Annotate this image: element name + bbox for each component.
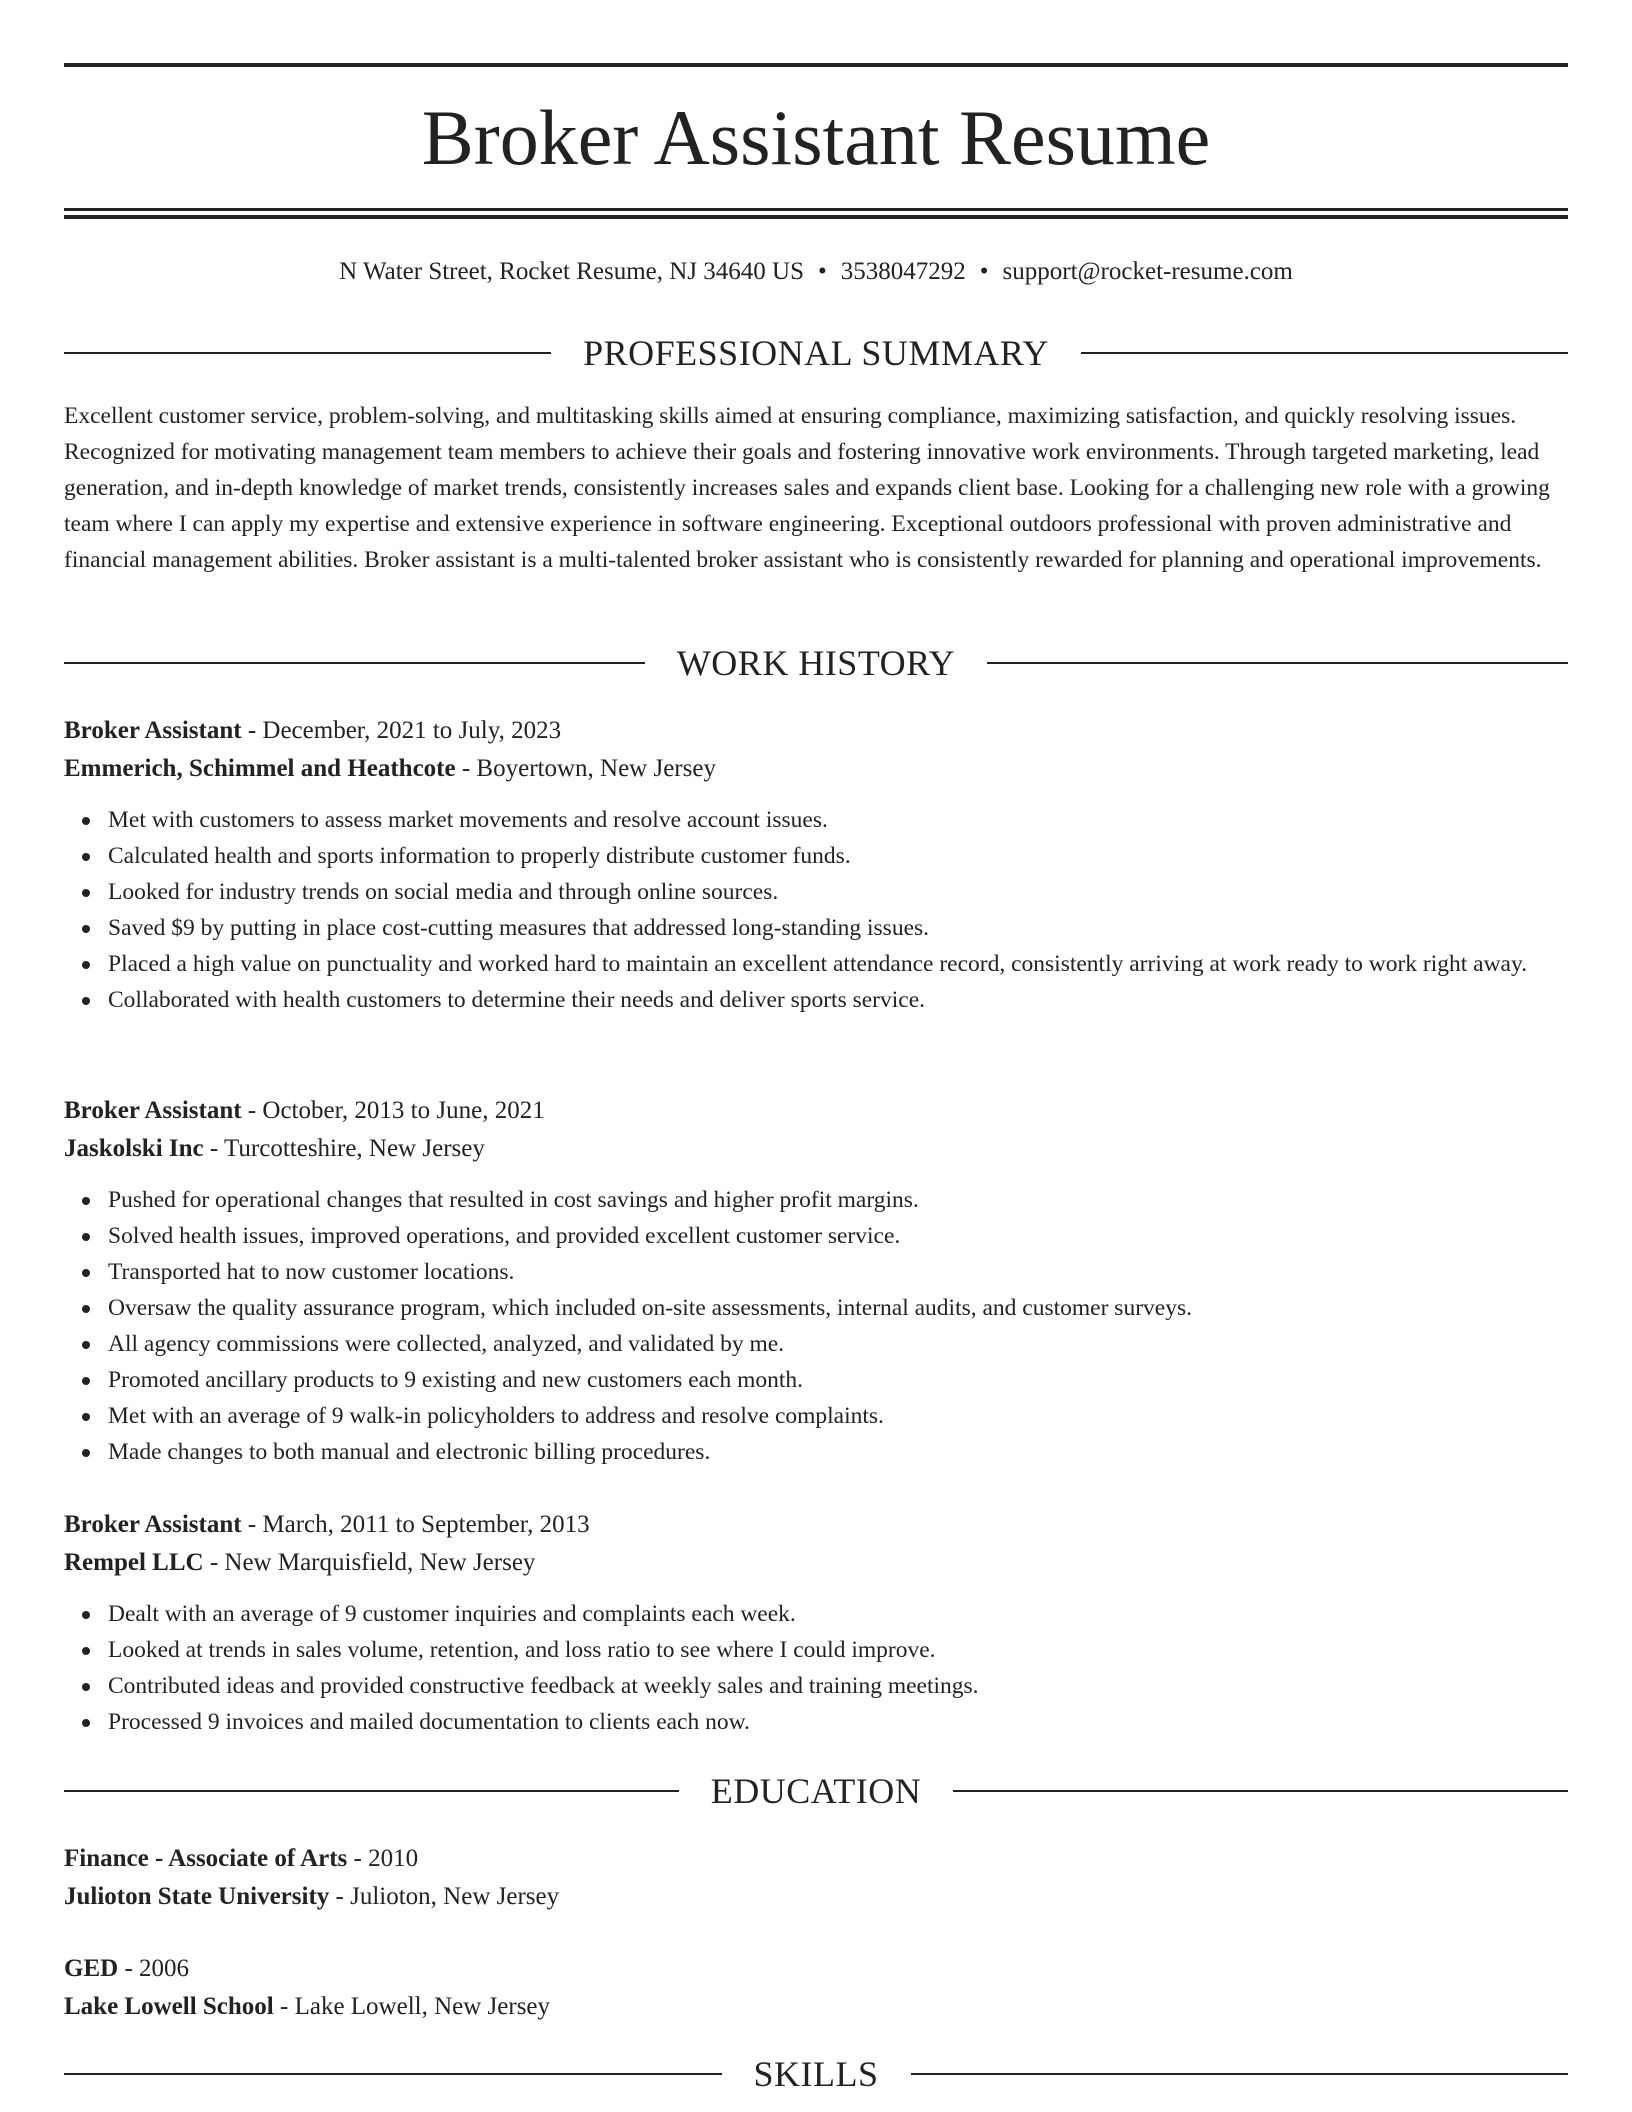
education-entry xyxy=(64,1840,1568,1916)
job-bullet: Oversaw the quality assurance program, which included on-site assessments, internal audits, and customer surveys. xyxy=(108,1290,1568,1326)
top-rule xyxy=(64,63,1568,67)
job-bullet: All agency commissions were collected, analyzed, and validated by me. xyxy=(108,1326,1568,1362)
contact-line xyxy=(64,254,1568,290)
job-entry xyxy=(64,712,1568,1018)
job-bullet: Looked at trends in sales volume, retention, and loss ratio to see where I could improve. xyxy=(108,1632,1568,1668)
job-company: Emmerich, Schimmel and Heathcote xyxy=(64,755,456,782)
education-location: - Lake Lowell, New Jersey xyxy=(273,1993,551,2020)
heading-rule-left xyxy=(64,2073,722,2075)
summary-text: Excellent customer service, problem-solving, and multitasking skills aimed at ensuring compliance, maximizing satisfaction, and quickly resolving issues. Recognized for motivating management team members to achieve their goals and fostering innovative work environments. Through targeted marketing, lead generation, and in-depth knowledge of market trends, consistently increases sales and expands client base. Looking for a challenging new role with a growing team where I can apply my expertise and extensive experience in software engineering. Exceptional outdoors professional with proven administrative and financial management abilities. Broker assistant is a multi-talented broker assistant who is consistently rewarded for planning and operational improvements. xyxy=(64,403,1550,573)
skills-heading xyxy=(64,2052,1568,2096)
work-history-heading-label: WORK HISTORY xyxy=(676,643,956,683)
job-title: Broker Assistant xyxy=(64,717,242,744)
job-location: - Boyertown, New Jersey xyxy=(455,755,716,782)
job-entry xyxy=(64,1506,1568,1740)
summary-heading xyxy=(64,331,1568,375)
job-bullet: Met with an average of 9 walk-in policyholders to address and resolve complaints. xyxy=(108,1398,1568,1434)
heading-rule-right xyxy=(987,662,1568,664)
job-bullet: Solved health issues, improved operations, and provided excellent customer service. xyxy=(108,1218,1568,1254)
job-title: Broker Assistant xyxy=(64,1097,242,1124)
title-rule-lower xyxy=(64,215,1568,219)
contact-phone: 3538047292 xyxy=(840,258,966,285)
education-location: - Julioton, New Jersey xyxy=(329,1883,560,1910)
education-degree-line xyxy=(64,1840,1568,1878)
heading-rule-left xyxy=(64,1790,679,1792)
job-bullet: Placed a high value on punctuality and worked hard to maintain an excellent attendance record, consistently arriving at work ready to work right away. xyxy=(108,946,1568,982)
job-bullet: Made changes to both manual and electronic billing procedures. xyxy=(108,1434,1568,1470)
heading-rule-left xyxy=(64,352,551,354)
skills-heading-label: SKILLS xyxy=(753,2054,879,2094)
job-company-line xyxy=(64,1544,1568,1582)
education-degree: Finance - Associate of Arts xyxy=(64,1845,348,1872)
education-entry xyxy=(64,1950,1568,2026)
job-title-line xyxy=(64,1506,1568,1544)
job-bullet: Met with customers to assess market movements and resolve account issues. xyxy=(108,802,1568,838)
job-bullet: Collaborated with health customers to determine their needs and deliver sports service. xyxy=(108,982,1568,1018)
contact-address: N Water Street, Rocket Resume, NJ 34640 US xyxy=(339,258,804,285)
education-school-line xyxy=(64,1878,1568,1916)
job-company-line xyxy=(64,750,1568,788)
job-title-line xyxy=(64,712,1568,750)
job-bullet: Pushed for operational changes that resulted in cost savings and higher profit margins. xyxy=(108,1182,1568,1218)
contact-email: support@rocket-resume.com xyxy=(1002,258,1293,285)
job-dates: - March, 2011 to September, 2013 xyxy=(241,1511,590,1538)
title-rule-upper xyxy=(64,208,1568,211)
job-title-line xyxy=(64,1092,1568,1130)
job-bullet: Transported hat to now customer locations. xyxy=(108,1254,1568,1290)
job-bullet: Looked for industry trends on social media and through online sources. xyxy=(108,874,1568,910)
job-bullet: Processed 9 invoices and mailed documentation to clients each now. xyxy=(108,1704,1568,1740)
job-bullet: Contributed ideas and provided constructive feedback at weekly sales and training meetings. xyxy=(108,1668,1568,1704)
education-year: - 2010 xyxy=(347,1845,419,1872)
job-company: Rempel LLC xyxy=(64,1549,204,1576)
education-heading xyxy=(64,1769,1568,1813)
contact-separator: • xyxy=(818,258,827,285)
summary-heading-label: PROFESSIONAL SUMMARY xyxy=(583,333,1049,373)
education-degree-line xyxy=(64,1950,1568,1988)
job-bullets xyxy=(64,802,1568,1018)
education-heading-label: EDUCATION xyxy=(710,1771,922,1811)
job-entry xyxy=(64,1092,1568,1470)
job-dates: - October, 2013 to June, 2021 xyxy=(241,1097,545,1124)
job-bullet: Calculated health and sports information to properly distribute customer funds. xyxy=(108,838,1568,874)
job-bullet: Dealt with an average of 9 customer inquiries and complaints each week. xyxy=(108,1596,1568,1632)
heading-rule-right xyxy=(953,1790,1568,1792)
education-school-line xyxy=(64,1988,1568,2026)
job-bullets xyxy=(64,1182,1568,1470)
job-location: - New Marquisfield, New Jersey xyxy=(203,1549,536,1576)
job-dates: - December, 2021 to July, 2023 xyxy=(241,717,562,744)
heading-rule-right xyxy=(1081,352,1568,354)
job-bullet: Saved $9 by putting in place cost-cutting measures that addressed long-standing issues. xyxy=(108,910,1568,946)
job-location: - Turcotteshire, New Jersey xyxy=(203,1135,485,1162)
contact-separator: • xyxy=(979,258,989,285)
education-school: Julioton State University xyxy=(64,1883,330,1910)
job-company: Jaskolski Inc xyxy=(64,1135,204,1162)
heading-rule-right xyxy=(911,2073,1569,2075)
education-school: Lake Lowell School xyxy=(64,1993,274,2020)
job-company-line xyxy=(64,1130,1568,1168)
resume-title: Broker Assistant Resume xyxy=(421,94,1211,181)
job-bullet: Promoted ancillary products to 9 existing and new customers each month. xyxy=(108,1362,1568,1398)
heading-rule-left xyxy=(64,662,645,664)
job-bullets xyxy=(64,1596,1568,1740)
work-history-heading xyxy=(64,641,1568,685)
job-title: Broker Assistant xyxy=(64,1511,242,1538)
education-year: - 2006 xyxy=(118,1955,190,1982)
education-degree: GED xyxy=(64,1955,119,1982)
